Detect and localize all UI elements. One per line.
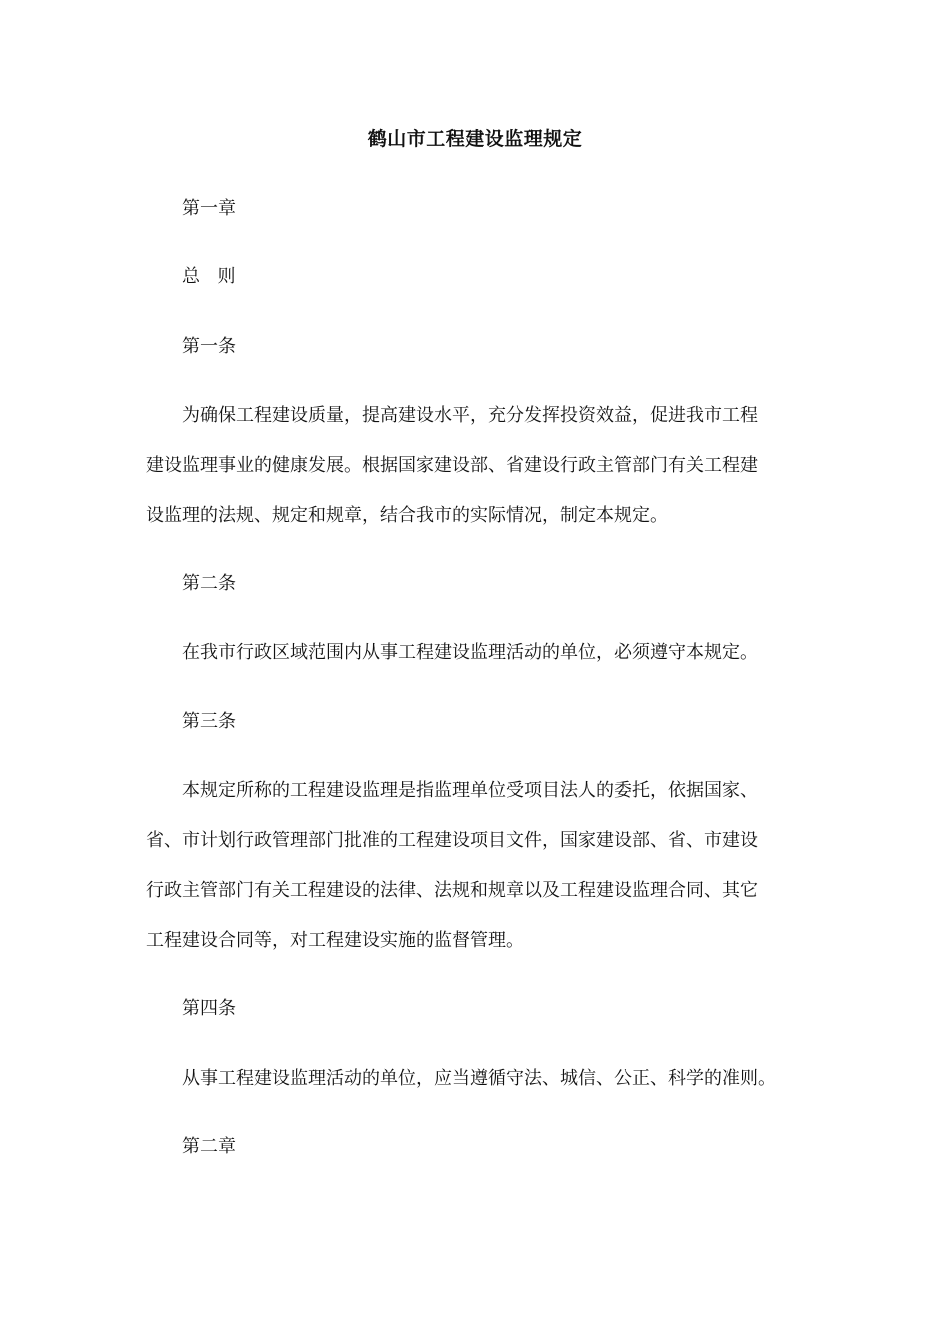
paragraph-line: 本规定所称的工程建设监理是指监理单位受项目法人的委托，依据国家、 bbox=[182, 780, 758, 801]
article-heading: 第一条 bbox=[182, 336, 236, 357]
paragraph-line: 在我市行政区域范围内从事工程建设监理活动的单位，必须遵守本规定。 bbox=[182, 642, 758, 663]
chapter-heading: 第二章 bbox=[182, 1136, 236, 1157]
paragraph-line: 为确保工程建设质量，提高建设水平，充分发挥投资效益，促进我市工程 bbox=[182, 405, 758, 426]
paragraph-line: 省、市计划行政管理部门批准的工程建设项目文件，国家建设部、省、市建设 bbox=[146, 830, 758, 851]
article-heading: 第二条 bbox=[182, 573, 236, 594]
section-heading: 总 则 bbox=[182, 266, 238, 287]
article-heading: 第三条 bbox=[182, 711, 236, 732]
paragraph-line: 行政主管部门有关工程建设的法律、法规和规章以及工程建设监理合同、其它 bbox=[146, 880, 758, 901]
paragraph-line: 建设监理事业的健康发展。根据国家建设部、省建设行政主管部门有关工程建 bbox=[146, 455, 758, 476]
paragraph-line: 设监理的法规、规定和规章，结合我市的实际情况，制定本规定。 bbox=[146, 505, 668, 526]
paragraph-line: 工程建设合同等，对工程建设实施的监督管理。 bbox=[146, 930, 524, 951]
document-title: 鹤山市工程建设监理规定 bbox=[367, 128, 583, 150]
article-heading: 第四条 bbox=[182, 998, 236, 1019]
chapter-heading: 第一章 bbox=[182, 198, 236, 219]
paragraph-line: 从事工程建设监理活动的单位，应当遵循守法、城信、公正、科学的准则。 bbox=[182, 1068, 776, 1089]
